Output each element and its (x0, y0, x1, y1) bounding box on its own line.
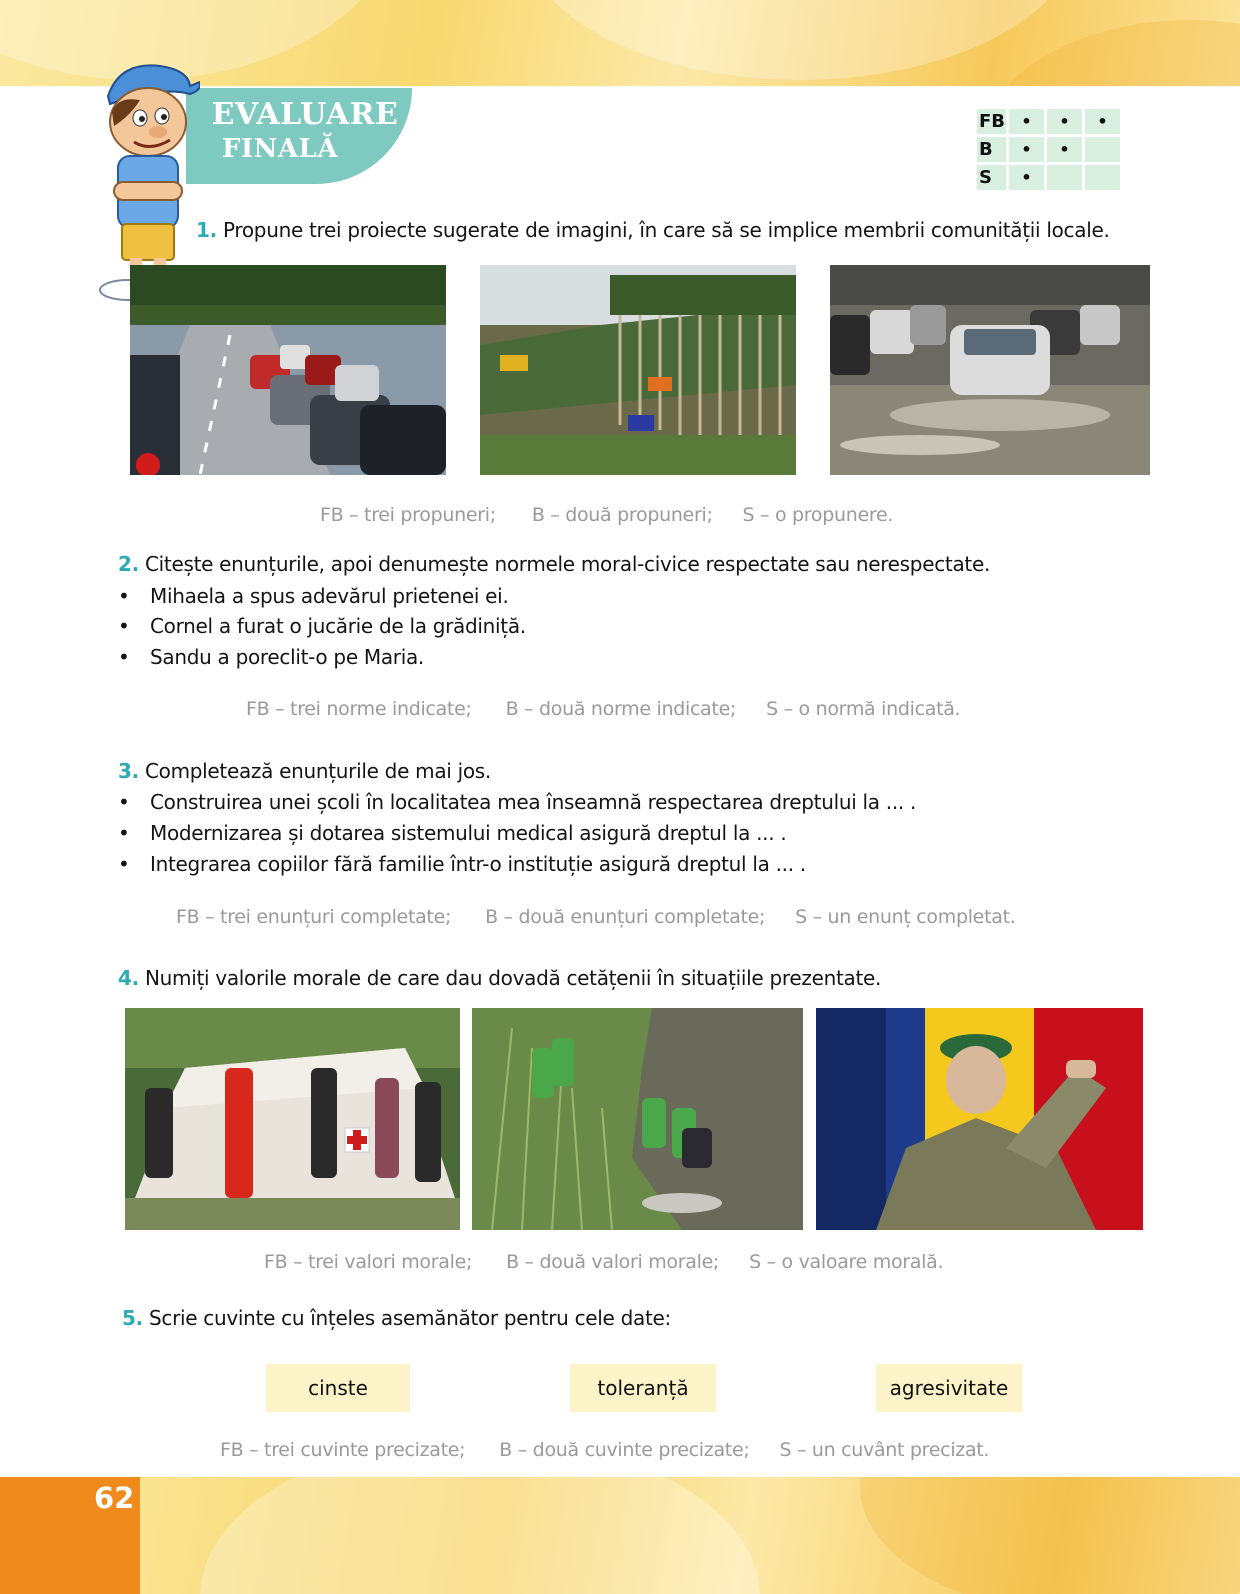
criteria-s: S – un cuvânt precizat. (779, 1439, 990, 1461)
question-number: 5. (122, 1306, 143, 1330)
title-line-1: EVALUARE (211, 97, 399, 132)
grading-row-fb (976, 108, 1122, 136)
grade-dot: • (1008, 136, 1046, 164)
grade-dot: • (1084, 108, 1122, 136)
page-title (200, 98, 410, 166)
flooded-street-photo (830, 265, 1150, 475)
page-number: 62 (94, 1481, 135, 1515)
grade-dot: • (1046, 136, 1084, 164)
criteria-b: B – două propuneri; (531, 504, 713, 526)
criteria-s: S – o valoare morală. (749, 1251, 944, 1273)
river-cleanup-photo (472, 1008, 803, 1230)
question-text: Citește enunțurile, apoi denumește normele moral-civice respectate sau nerespectate. (138, 552, 991, 576)
word-box-toleranta: toleranță (570, 1364, 716, 1412)
list-item: • Cornel a furat o jucărie de la grădiniță. (118, 614, 526, 638)
list-item-text: Construirea unei școli în localitatea mea înseamnă respectarea dreptului la ... . (150, 790, 917, 814)
criteria-fb: FB – trei cuvinte precizate; (220, 1439, 466, 1461)
criteria-fb: FB – trei propuneri; (320, 504, 496, 526)
grade-dot: • (1008, 164, 1046, 192)
question-text: Numiți valorile morale de care dau dovadă cetățenii în situațiile prezentate. (138, 966, 882, 990)
criteria-q5 (220, 1439, 989, 1461)
criteria-q1 (320, 504, 893, 526)
list-item: • Mihaela a spus adevărul prietenei ei. (118, 584, 509, 608)
question-number: 3. (118, 759, 139, 783)
question-text: Propune trei proiecte sugerate de imagini, în care să se implice membrii comunității locale. (216, 218, 1110, 242)
criteria-s: S – un enunț completat. (795, 906, 1016, 928)
grading-row-b (976, 136, 1122, 164)
list-item-text: Modernizarea și dotarea sistemului medical asigură dreptul la ... . (150, 821, 787, 845)
grade-dot (1084, 164, 1122, 192)
question-number: 4. (118, 966, 139, 990)
red-cross-tent-photo (125, 1008, 460, 1230)
question-text: Completează enunțurile de mai jos. (138, 759, 491, 783)
criteria-q3 (176, 906, 1015, 928)
question-4 (118, 966, 881, 990)
grade-label: FB (976, 108, 1008, 136)
word-box-cinste: cinste (266, 1364, 410, 1412)
grade-dot: • (1046, 108, 1084, 136)
question-number: 2. (118, 552, 139, 576)
list-item: • Integrarea copiilor fără familie într-o instituție asigură dreptul la ... . (118, 852, 806, 876)
grade-label: S (976, 164, 1008, 192)
grading-table (974, 106, 1123, 193)
bottom-decorative-band (0, 1477, 1240, 1594)
grade-label: B (976, 136, 1008, 164)
list-item-text: Cornel a furat o jucărie de la grădiniță. (150, 614, 526, 638)
soldier-salute-photo (816, 1008, 1143, 1230)
grade-dot: • (1008, 108, 1046, 136)
list-item-text: Sandu a poreclit-o pe Maria. (150, 645, 424, 669)
question-number: 1. (196, 218, 217, 242)
criteria-b: B – două cuvinte precizate; (499, 1439, 750, 1461)
question-5 (122, 1306, 671, 1330)
deforestation-photo (480, 265, 796, 475)
criteria-fb: FB – trei norme indicate; (246, 698, 472, 720)
grade-dot (1084, 136, 1122, 164)
title-line-2: FINALĂ (221, 134, 338, 164)
criteria-fb: FB – trei enunțuri completate; (176, 906, 452, 928)
criteria-q2 (246, 698, 960, 720)
criteria-s: S – o propunere. (742, 504, 894, 526)
list-item-text: Integrarea copiilor fără familie într-o instituție asigură dreptul la ... . (150, 852, 806, 876)
grading-row-s (976, 164, 1122, 192)
criteria-b: B – două norme indicate; (505, 698, 737, 720)
criteria-b: B – două valori morale; (506, 1251, 720, 1273)
criteria-fb: FB – trei valori morale; (264, 1251, 473, 1273)
question-1 (196, 218, 1110, 242)
list-item: • Construirea unei școli în localitatea mea înseamnă respectarea dreptului la ... . (118, 790, 917, 814)
question-2 (118, 552, 990, 576)
list-item: • Modernizarea și dotarea sistemului medical asigură dreptul la ... . (118, 821, 787, 845)
word-box-agresivitate: agresivitate (876, 1364, 1022, 1412)
list-item: • Sandu a poreclit-o pe Maria. (118, 645, 424, 669)
list-item-text: Mihaela a spus adevărul prietenei ei. (150, 584, 509, 608)
criteria-s: S – o normă indicată. (766, 698, 961, 720)
question-text: Scrie cuvinte cu înțeles asemănător pentru cele date: (142, 1306, 671, 1330)
criteria-q4 (264, 1251, 943, 1273)
traffic-jam-photo (130, 265, 446, 475)
grade-dot (1046, 164, 1084, 192)
criteria-b: B – două enunțuri completate; (485, 906, 766, 928)
question-3 (118, 759, 491, 783)
